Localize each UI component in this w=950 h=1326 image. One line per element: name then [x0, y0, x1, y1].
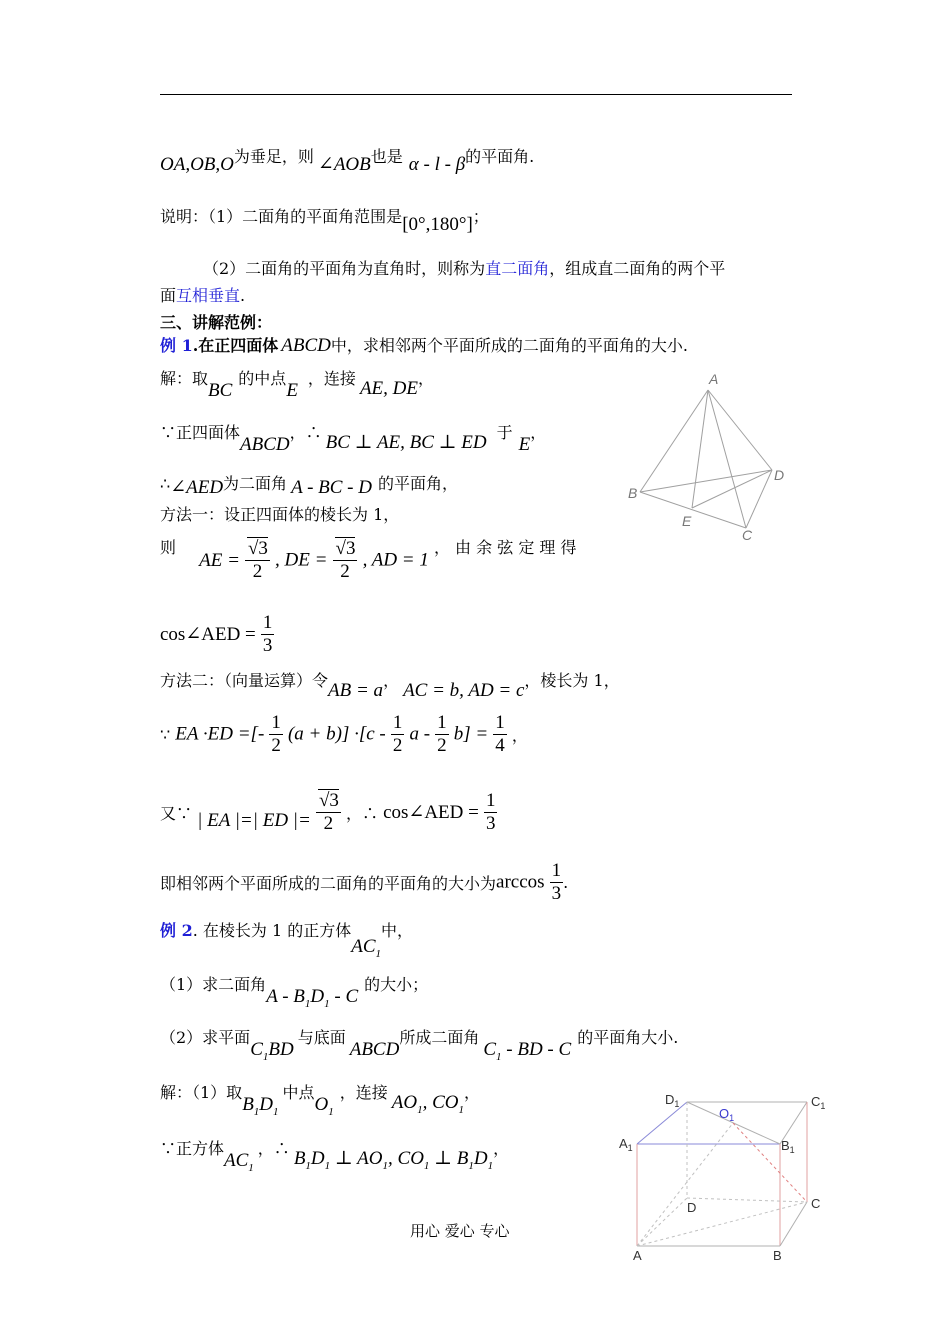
vertex-b-label: B [773, 1248, 782, 1263]
edge-bc [780, 1202, 807, 1246]
footer-text: 用心 爱心 专心 [410, 1222, 510, 1240]
vertex-a1-label: $A_1$ [619, 1136, 633, 1153]
ex1-method-2: 方法二：（向量运算）令AB = a， AC = b, AD = c，棱长为 1， [160, 671, 620, 701]
ex1-line-2: ∵正四面体ABCD，∴ BC ⊥ AE, BC ⊥ ED 于E， [160, 423, 547, 455]
ex1-method-1: 方法一：设正四面体的棱长为 1， [160, 505, 400, 524]
ex2-solution-2: ∵正方体$AC_1$，∴ $B_1D_1$ ⊥ $AO_1$, $CO_1$ ⊥ $B_1D_1$， [160, 1139, 510, 1174]
diagonal-ac [637, 1202, 807, 1246]
tetrahedron-figure [620, 368, 800, 548]
edge-ad-hidden [637, 1198, 687, 1246]
section-heading: 三、讲解范例： [160, 313, 273, 332]
ex1-line-9: 又∵ | EA |=| ED |= $\frac{√3}{2}$ ，∴ cos∠AED = $\frac{1}{3}$ [160, 790, 496, 834]
vertex-d-label: D [687, 1200, 697, 1215]
edge-bd [640, 470, 772, 492]
edge-ab [640, 390, 708, 492]
ex1-line-8: ∵ EA ·ED =[- $\frac{1}{2}$ (a + b)] ·[c - $\frac{1}{2}$ a - $\frac{1}{2}$ b] = $\frac{1}{4}$ ， [160, 712, 528, 756]
edge-a1d1 [637, 1102, 687, 1144]
example-1-label: 例 1 [160, 336, 193, 355]
para-note-perpendicular: 面互相垂直. [160, 286, 246, 305]
para-note-right-angle: （2）二面角的平面角为直角时，则称为直二面角，组成直二面角的两个平 [203, 259, 726, 278]
term-right-dihedral: 直二面角 [485, 259, 550, 278]
point-e-label: E [682, 513, 692, 529]
ex1-line-1: 解：取BC的中点E，连接 AE, DE， [160, 369, 434, 401]
example-2-label: 例 2 [160, 921, 193, 940]
fraction-de: $\frac{√3}{2}$ [333, 538, 358, 583]
ex2-question-2: （2）求平面$C_1BD$与底面ABCD所成二面角$C_1$ - BD - C的平面角大小. [160, 1028, 679, 1063]
segment-ae [692, 390, 708, 508]
ex1-line-5: 则 AE = $\frac{√3}{2}$ , DE = $\frac{√3}{2}$ , AD = 1 ， 由 余 弦 定 理 得 [160, 538, 577, 582]
vertex-a-label: A [633, 1248, 642, 1263]
ex1-line-6: cos∠AED = $\frac{1}{3}$ [160, 612, 273, 656]
term-perpendicular: 互相垂直 [176, 286, 241, 305]
ex2-question-1: （1）求二面角A - $B_1D_1$ - C的大小； [160, 975, 429, 1010]
fraction-cos: $\frac{1}{3}$ [262, 612, 273, 656]
vertex-c1-label: $C_1$ [811, 1094, 826, 1111]
para-note-range: 说明：（1）二面角的平面角范围是[0°,180°]； [160, 207, 489, 235]
example-2-title: 例 2. 在棱长为 1 的正方体$AC_1$中， [160, 921, 414, 960]
ex2-solution-1: 解：（1）取$B_1D_1$中点$O_1$，连接 $AO_1$, $CO_1$， [160, 1083, 481, 1118]
ex1-conclusion: 即相邻两个平面所成的二面角的平面角的大小为arccos $\frac{1}{3}$ . [160, 860, 569, 904]
point-o1-label: $O_1$ [719, 1106, 735, 1123]
vertex-b1-label: $B_1$ [781, 1138, 795, 1155]
edge-ac [708, 390, 746, 528]
segment-co1 [733, 1123, 807, 1202]
segment-ao1 [637, 1123, 733, 1246]
ex1-line-3: ∴∠AED为二面角 A - BC - D 的平面角， [160, 474, 458, 498]
edge-ad [708, 390, 772, 470]
example-1-title: 例 1.在正四面体 ABCD中，求相邻两个平面所成的二面角的平面角的大小. [160, 335, 688, 356]
edge-dc-hidden [687, 1198, 807, 1202]
vertex-d1-label: $D_1$ [665, 1092, 680, 1109]
vertex-a-label: A [709, 371, 719, 387]
cube-figure [615, 1088, 835, 1263]
edge-cd [746, 470, 772, 528]
vertex-c-label: C [742, 527, 753, 543]
fraction-ae: $\frac{√3}{2}$ [245, 538, 270, 583]
vertex-c-label: C [811, 1196, 821, 1211]
vertex-b-label: B [628, 485, 638, 501]
para-dihedral-def-end: OA,OB,O为垂足，则 ∠AOB也是 α - l - β的平面角. [160, 147, 535, 175]
header-rule [160, 94, 792, 95]
vertex-d-label: D [774, 467, 785, 483]
